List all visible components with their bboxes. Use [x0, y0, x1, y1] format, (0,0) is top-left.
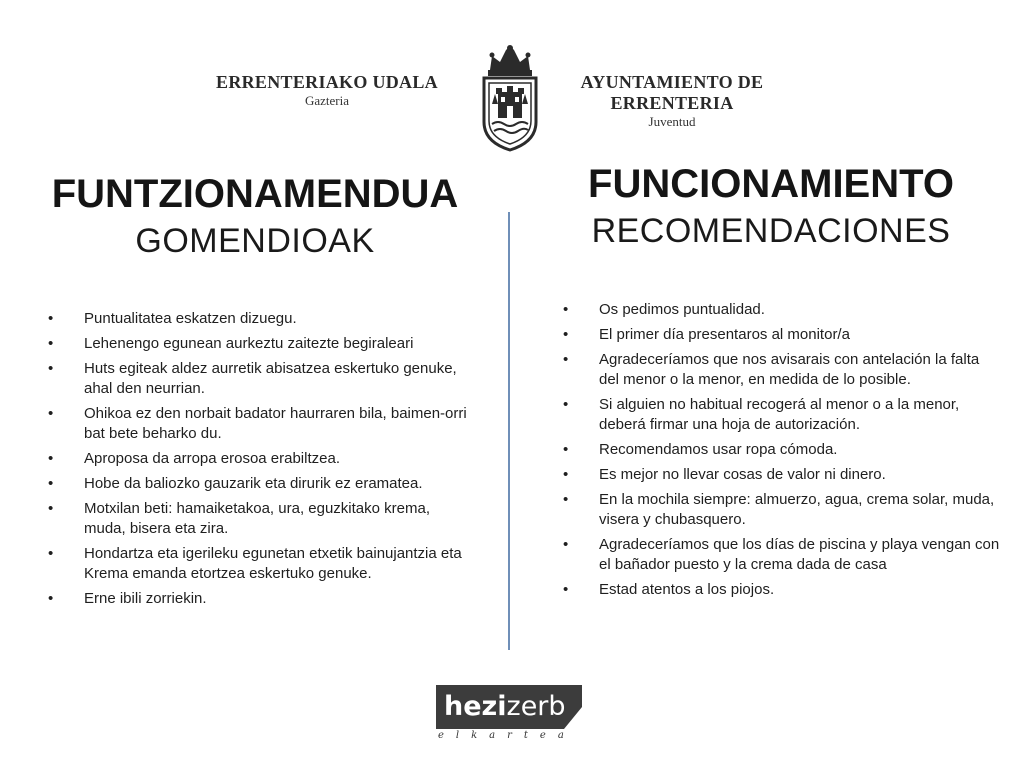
column-divider — [508, 212, 510, 650]
left-title-block — [20, 168, 490, 262]
org-name-spanish-line1: AYUNTAMIENTO DE — [580, 72, 764, 92]
logo-bold-text: hezi — [444, 691, 507, 722]
list-item-text: Si alguien no habitual recogerá al menor o a la menor, deberá firmar una hoja de autorización. — [599, 396, 960, 433]
list-item-text: Estad atentos a los piojos. — [599, 581, 775, 598]
list-item-text: Agradeceríamos que nos avisarais con antelación la falta del menor o la menor, en medida de lo posible. — [599, 351, 980, 388]
right-subtitle: RECOMENDACIONES — [591, 212, 951, 250]
left-title: FUNTZIONAMENDUA — [51, 172, 459, 216]
bullet-icon: • — [563, 396, 569, 413]
list-item-text: Lehenengo egunean aurkeztu zaitezte begiraleari — [84, 335, 414, 352]
list-item-text: Es mejor no llevar cosas de valor ni dinero. — [599, 466, 886, 483]
list-item — [563, 490, 1003, 530]
right-recommendations-list — [563, 300, 1003, 605]
list-item-text: Erne ibili zorriekin. — [84, 590, 207, 607]
list-item-text: Huts egiteak aldez aurretik abisatzea eskertuko genuke, ahal den neurrian. — [84, 360, 457, 397]
org-dept-spanish: Juventud — [648, 114, 696, 129]
list-item-text: Hondartza eta igerileku egunetan etxetik bainujantzia eta Krema emanda etortzea eskertuko genuke. — [84, 545, 462, 582]
left-subtitle: GOMENDIOAK — [135, 222, 375, 260]
list-item — [48, 404, 468, 444]
list-item — [48, 544, 468, 584]
right-title-block — [548, 158, 994, 252]
list-item — [48, 359, 468, 399]
bullet-icon: • — [48, 310, 54, 327]
list-item — [563, 300, 1003, 320]
left-recommendations-list — [48, 309, 468, 614]
bullet-icon: • — [563, 581, 569, 598]
bullet-icon: • — [563, 351, 569, 368]
list-item — [563, 465, 1003, 485]
bullet-icon: • — [563, 441, 569, 458]
logo-subtitle: elkartea — [438, 730, 576, 741]
bullet-icon: • — [48, 405, 54, 422]
right-title: FUNCIONAMIENTO — [588, 162, 954, 206]
org-name-spanish-line2: ERRENTERIA — [610, 93, 734, 113]
list-item-text: Aproposa da arropa erosoa erabiltzea. — [84, 450, 340, 467]
list-item-text: Os pedimos puntualidad. — [599, 301, 765, 318]
logo-wordmark — [444, 691, 566, 723]
hezizerb-logo — [436, 685, 586, 743]
list-item — [48, 449, 468, 469]
list-item-text: Agradeceríamos que los días de piscina y playa vengan con el bañador puesto y la crema dada de casa — [599, 536, 1000, 573]
org-dept-basque: Gazteria — [304, 93, 350, 108]
list-item-text: Puntualitatea eskatzen dizuegu. — [84, 310, 297, 327]
bullet-icon: • — [48, 450, 54, 467]
list-item-text: Motxilan beti: hamaiketakoa, ura, eguzkitako krema, muda, bisera eta zira. — [84, 500, 431, 537]
list-item — [48, 334, 468, 354]
list-item-text: El primer día presentaros al monitor/a — [599, 326, 850, 343]
header-right — [575, 72, 769, 130]
list-item — [48, 499, 468, 539]
list-item — [563, 535, 1003, 575]
bullet-icon: • — [48, 335, 54, 352]
bullet-icon: • — [563, 466, 569, 483]
list-item — [563, 580, 1003, 600]
bullet-icon: • — [48, 475, 54, 492]
list-item — [48, 309, 468, 329]
header-left — [215, 72, 439, 109]
list-item — [563, 395, 1003, 435]
logo-page-fold-icon — [564, 707, 582, 729]
org-name-basque: ERRENTERIAKO UDALA — [216, 72, 438, 92]
list-item — [48, 589, 468, 609]
bullet-icon: • — [48, 500, 54, 517]
bullet-icon: • — [48, 590, 54, 607]
list-item — [563, 350, 1003, 390]
list-item-text: En la mochila siempre: almuerzo, agua, crema solar, muda, visera y chubasquero. — [599, 491, 995, 528]
bullet-icon: • — [48, 360, 54, 377]
list-item-text: Ohikoa ez den norbait badator haurraren bila, baimen-orri bat bete beharko du. — [84, 405, 467, 442]
bullet-icon: • — [563, 326, 569, 343]
list-item-text: Hobe da baliozko gauzarik eta dirurik ez eramatea. — [84, 475, 423, 492]
list-item — [563, 440, 1003, 460]
bullet-icon: • — [563, 491, 569, 508]
bullet-icon: • — [563, 301, 569, 318]
list-item — [48, 474, 468, 494]
bullet-icon: • — [48, 545, 54, 562]
list-item-text: Recomendamos usar ropa cómoda. — [599, 441, 838, 458]
coat-of-arms-icon — [478, 44, 542, 152]
bullet-icon: • — [563, 536, 569, 553]
list-item — [563, 325, 1003, 345]
logo-light-text: zerb — [506, 691, 566, 722]
